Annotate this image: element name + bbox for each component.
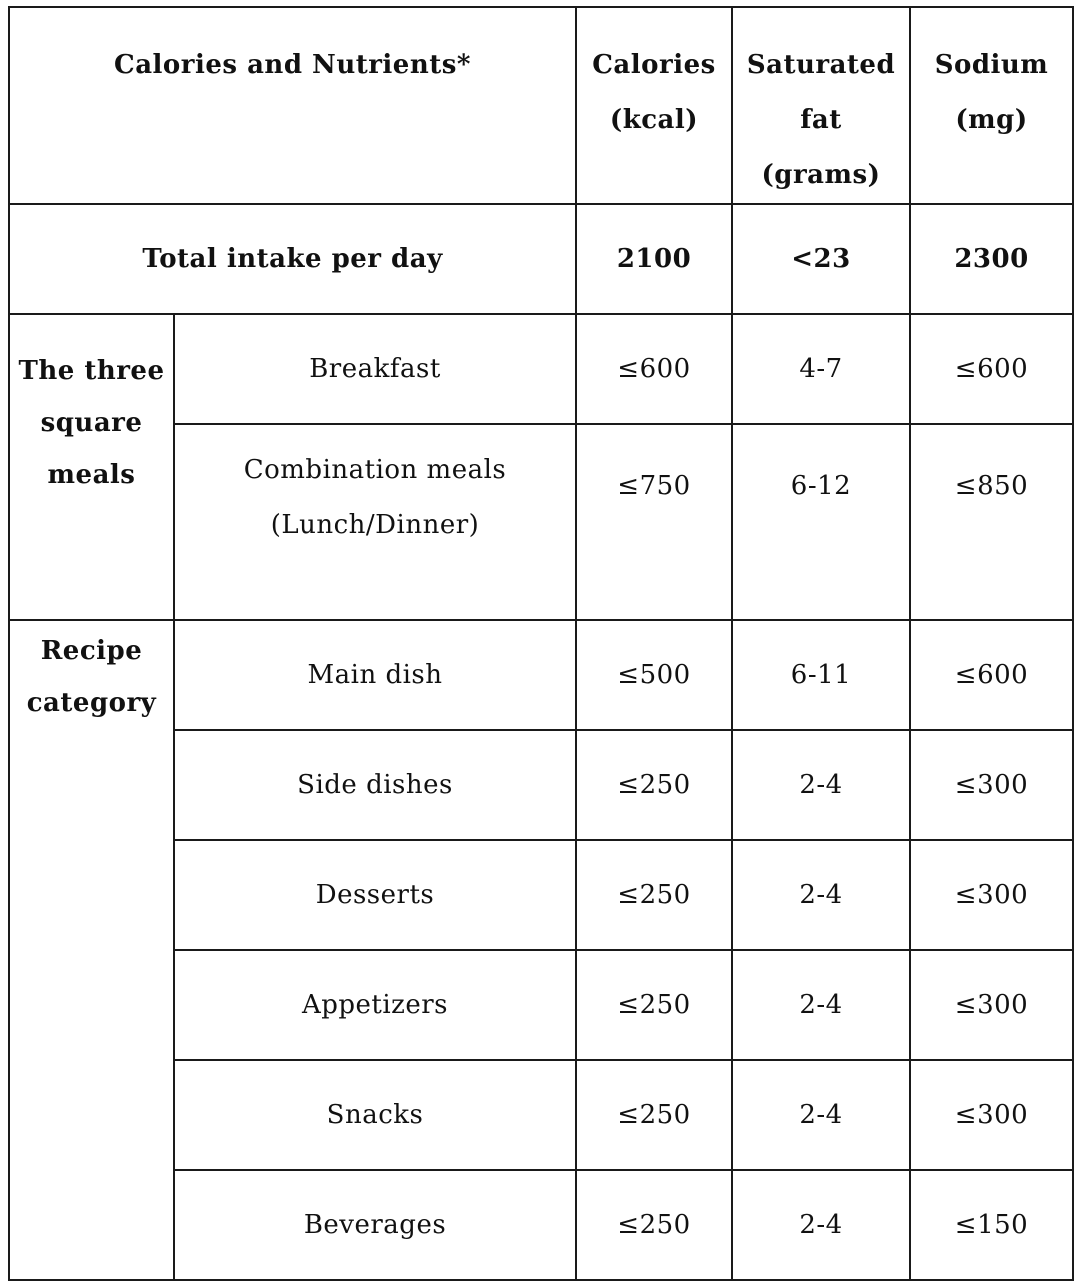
- calories-cell: ≤750: [576, 424, 732, 620]
- group-label-line: square: [40, 408, 143, 438]
- column-header-saturated-fat-line1: Saturated: [746, 50, 896, 80]
- row-label-beverages: Beverages: [174, 1170, 576, 1280]
- sodium-cell: ≤300: [910, 840, 1073, 950]
- calories-cell: ≤250: [576, 1060, 732, 1170]
- total-row: [9, 204, 1073, 314]
- saturated-fat-cell: 2-4: [732, 1170, 910, 1280]
- column-header-calories-line2: (kcal): [609, 105, 699, 135]
- group-label-line: category: [26, 688, 157, 718]
- sodium-cell: ≤600: [910, 314, 1073, 424]
- sodium-cell: ≤300: [910, 1060, 1073, 1170]
- row-label-combination-meals: [174, 424, 576, 620]
- saturated-fat-cell: 2-4: [732, 730, 910, 840]
- column-header-calories: [576, 7, 732, 204]
- saturated-fat-cell: 2-4: [732, 840, 910, 950]
- row-label-desserts: Desserts: [174, 840, 576, 950]
- column-header-sodium: [910, 7, 1073, 204]
- header-row: [9, 7, 1073, 204]
- total-sodium: 2300: [910, 204, 1073, 314]
- total-calories: 2100: [576, 204, 732, 314]
- table-row: [9, 620, 1073, 730]
- row-label-side-dishes: Side dishes: [174, 730, 576, 840]
- group-label-line: Recipe: [40, 636, 143, 666]
- total-label: Total intake per day: [9, 204, 576, 314]
- row-label-snacks: Snacks: [174, 1060, 576, 1170]
- saturated-fat-cell: 6-12: [732, 424, 910, 620]
- column-header-calories-line1: Calories: [592, 50, 716, 80]
- calories-cell: ≤250: [576, 950, 732, 1060]
- column-header-saturated-fat-line2: fat (grams): [761, 105, 881, 190]
- column-header-sodium-line2: (mg): [955, 105, 1028, 135]
- calories-cell: ≤600: [576, 314, 732, 424]
- saturated-fat-cell: 2-4: [732, 950, 910, 1060]
- sodium-cell: ≤600: [910, 620, 1073, 730]
- row-label-appetizers: Appetizers: [174, 950, 576, 1060]
- table-title: Calories and Nutrients*: [9, 7, 576, 204]
- row-label-line: Combination meals: [243, 455, 507, 485]
- nutrient-guidelines-table: [8, 6, 1074, 1281]
- calories-cell: ≤250: [576, 840, 732, 950]
- group-label-recipe-category: [9, 620, 174, 1280]
- saturated-fat-cell: 6-11: [732, 620, 910, 730]
- group-label-line: meals: [47, 460, 136, 490]
- total-saturated-fat: <23: [732, 204, 910, 314]
- sodium-cell: ≤300: [910, 950, 1073, 1060]
- table-row: [9, 314, 1073, 424]
- calories-cell: ≤250: [576, 1170, 732, 1280]
- sodium-cell: ≤150: [910, 1170, 1073, 1280]
- group-label-square-meals: [9, 314, 174, 620]
- calories-cell: ≤250: [576, 730, 732, 840]
- row-label-main-dish: Main dish: [174, 620, 576, 730]
- group-label-line: The three: [18, 356, 165, 386]
- row-label-breakfast: Breakfast: [174, 314, 576, 424]
- sodium-cell: ≤850: [910, 424, 1073, 620]
- column-header-sodium-line1: Sodium: [934, 50, 1049, 80]
- row-label-line: (Lunch/Dinner): [270, 510, 480, 540]
- sodium-cell: ≤300: [910, 730, 1073, 840]
- column-header-saturated-fat: [732, 7, 910, 204]
- saturated-fat-cell: 4-7: [732, 314, 910, 424]
- calories-cell: ≤500: [576, 620, 732, 730]
- saturated-fat-cell: 2-4: [732, 1060, 910, 1170]
